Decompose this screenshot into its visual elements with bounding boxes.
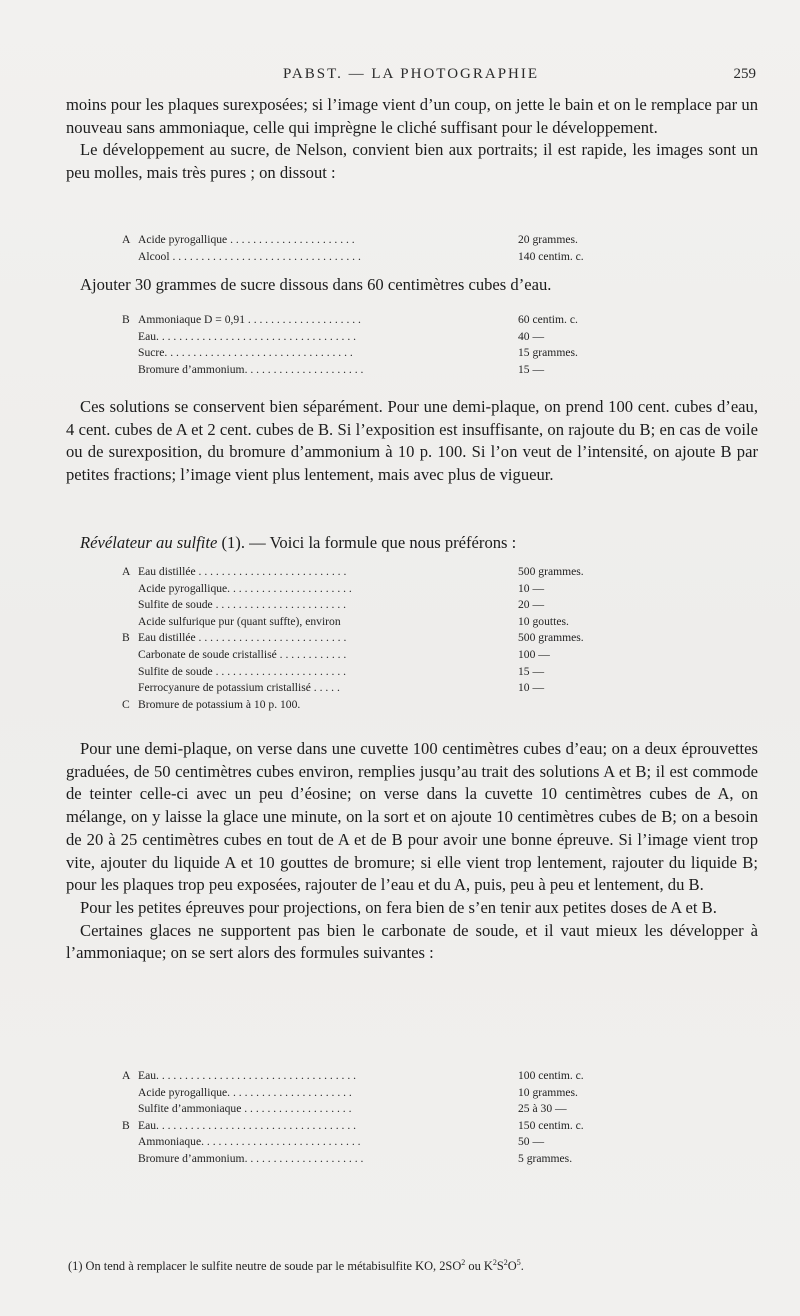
recipe-row [138, 1101, 638, 1118]
recipe-row [138, 1134, 638, 1151]
recipe-ingredient: Acide pyrogallique. . . . . . . . . . . . . . . . . . . . . . [138, 581, 352, 595]
recipe-ingredient: Alcool . . . . . . . . . . . . . . . . . . . . . . . . . . . . . . . . . [138, 249, 361, 263]
recipe-ingredient: Sulfite d’ammoniaque . . . . . . . . . . . . . . . . . . . [138, 1102, 352, 1116]
paragraph-text: Ajouter 30 grammes de sucre dissous dans 60 centimètres cubes d’eau. [80, 275, 552, 294]
recipe-table-2 [122, 312, 638, 378]
page-number: 259 [733, 66, 756, 82]
footnote-text: S [496, 1259, 504, 1274]
recipe-row [138, 1085, 638, 1102]
recipe-row [138, 664, 638, 681]
paragraph-text: Ces solutions se conservent bien séparément. Pour une demi-plaque, on prend 100 cent. cubes d’eau, 4 cent. cubes de A et 2 cent. cubes de B. Si l’exposition est insuffisante, on rajoute du B; en cas de voile ou de surexposition, du bromure d’ammonium à 10 p. 100. Si l’on veut de l’intensité, on ajoute B par petites fractions; l’image vient plus lentement, mais avec plus de vigueur. [66, 397, 758, 485]
recipe-table-3 [122, 564, 638, 713]
recipe-row [138, 362, 638, 379]
recipe-row [138, 249, 638, 266]
paragraph-text: Pour les petites épreuves pour projections, on fera bien de s’en tenir aux petites doses de A et B. [80, 897, 717, 917]
recipe-quantity: 5 grammes. [518, 1151, 573, 1165]
recipe-ingredient: Bromure d’ammonium. . . . . . . . . . . . . . . . . . . . . [138, 362, 364, 376]
paragraph-text: Pour une demi-plaque, on verse dans une cuvette 100 centimètres cubes d’eau; on a deux éprouvettes graduées, de 50 centimètres cubes environ, remplies jusqu’au trait des solutions A et B; il est commode de teinter celle-ci avec un peu d’éosine; on verse dans la cuvette 10 centimètres cubes de A, on mélange, on y laisse la glace une minute, on la sort et on ajoute 10 centimètres cubes de B; on a besoin de 20 à 25 centimètres cubes en tout de A et de B pour avoir une bonne épreuve. Si l’image vient trop vite, ajouter du liquide A et 10 gouttes de bromure; si elle vient trop lentement, rajouter du liquide B; pour les plaques trop peu exposées, rajouter de l’eau et du A, puis, peu à peu et lentement, du B. [66, 739, 758, 895]
recipe-ingredient: Ferrocyanure de potassium cristallisé . . . . . [138, 681, 340, 695]
paragraph-text: Certaines glaces ne supportent pas bien le carbonate de soude, et il vaut mieux les développer à l’ammoniaque; on se sert alors des formules suivantes : [66, 920, 758, 963]
recipe-quantity: 10 grammes. [518, 1085, 578, 1099]
footnote-sup: 5 [516, 1258, 521, 1267]
footnote-sup: 2 [492, 1258, 497, 1267]
recipe-ingredient: Eau. . . . . . . . . . . . . . . . . . . . . . . . . . . . . . . . . . . [138, 1069, 357, 1082]
recipe-table-4 [122, 1068, 638, 1168]
recipe-ingredient: Carbonate de soude cristallisé . . . . . . . . . . . . [138, 647, 347, 661]
recipe-ingredient: Sucre. . . . . . . . . . . . . . . . . . . . . . . . . . . . . . . . . [138, 346, 353, 360]
recipe-row [122, 564, 638, 581]
recipe-quantity: 40 — [518, 329, 545, 343]
paragraph-3 [66, 274, 758, 297]
recipe-quantity: 20 grammes. [518, 233, 578, 246]
recipe-ingredient: Eau distillée . . . . . . . . . . . . . . . . . . . . . . . . . . [138, 631, 347, 645]
recipe-row [138, 329, 638, 346]
recipe-ingredient: Acide sulfurique pur (quant suffte), environ [138, 614, 341, 628]
recipe-row [122, 1118, 638, 1135]
recipe-quantity: 100 — [518, 647, 550, 661]
recipe-quantity: 25 à 30 — [518, 1102, 567, 1116]
recipe-row [138, 647, 638, 664]
recipe-ingredient: Eau. . . . . . . . . . . . . . . . . . . . . . . . . . . . . . . . . . . [138, 1118, 357, 1132]
recipe-letter: A [122, 565, 131, 578]
recipe-quantity: 500 grammes. [518, 565, 584, 578]
recipe-row [138, 1151, 638, 1168]
recipe-row [122, 1068, 638, 1085]
recipe-row [138, 597, 638, 614]
recipe-ingredient: Acide pyrogallique . . . . . . . . . . . . . . . . . . . . . . [138, 233, 355, 246]
recipe-ingredient: Bromure d’ammonium. . . . . . . . . . . . . . . . . . . . . [138, 1151, 364, 1165]
footnote-text: O [507, 1259, 517, 1274]
paragraph-5 [66, 532, 758, 555]
recipe-quantity: 15 grammes. [518, 346, 578, 360]
recipe-letter: B [122, 1118, 130, 1132]
footnote-text: (1) On tend à remplacer le sulfite neutre de soude par le métabisulfite KO, 2SO [68, 1259, 462, 1274]
footnote-text: ou K [465, 1259, 493, 1274]
recipe-quantity: 140 centim. c. [518, 249, 584, 263]
recipe-quantity: 10 — [518, 581, 545, 595]
recipe-row [138, 345, 638, 362]
footnote-sup: 2 [461, 1258, 466, 1267]
paragraph-text: moins pour les plaques surexposées; si l’image vient d’un coup, on jette le bain et on le remplace par un nouveau sans ammoniaque, celle qui imprègne le cliché suffisant pour le développement. [66, 95, 758, 137]
paragraph-6 [66, 738, 758, 965]
recipe-quantity: 10 gouttes. [518, 614, 569, 628]
recipe-ingredient: Sulfite de soude . . . . . . . . . . . . . . . . . . . . . . . [138, 664, 347, 678]
recipe-quantity: 50 — [518, 1135, 545, 1149]
recipe-letter: B [122, 631, 130, 645]
recipe-quantity: 10 — [518, 681, 545, 695]
recipe-table-1 [122, 232, 638, 265]
footnote-text: . [520, 1259, 524, 1274]
recipe-ingredient: Acide pyrogallique. . . . . . . . . . . . . . . . . . . . . . [138, 1085, 352, 1099]
recipe-row [138, 614, 638, 631]
recipe-ingredient: Sulfite de soude . . . . . . . . . . . . . . . . . . . . . . . [138, 598, 347, 612]
recipe-row [138, 680, 638, 697]
paragraph-text: Le développement au sucre, de Nelson, convient bien aux portraits; il est rapide, les images sont un peu molles, mais très pures ; on dissout : [66, 140, 758, 183]
recipe-quantity: 20 — [518, 598, 545, 612]
recipe-row [122, 232, 638, 249]
section-title: Révélateur au sulfite [80, 533, 218, 552]
recipe-ingredient: Eau. . . . . . . . . . . . . . . . . . . . . . . . . . . . . . . . . . . [138, 329, 357, 343]
recipe-quantity: 100 centim. c. [518, 1069, 584, 1082]
recipe-row [122, 312, 638, 329]
recipe-quantity: 500 grammes. [518, 631, 584, 645]
recipe-ingredient: Eau distillée . . . . . . . . . . . . . . . . . . . . . . . . . . [138, 565, 347, 578]
recipe-letter: A [122, 233, 131, 246]
recipe-quantity: 60 centim. c. [518, 313, 578, 326]
section-intro: (1). — Voici la formule que nous préférons : [217, 533, 517, 552]
recipe-row [122, 630, 638, 647]
running-header [66, 66, 756, 90]
recipe-row [138, 581, 638, 598]
recipe-row [122, 697, 638, 714]
recipe-letter: B [122, 313, 130, 326]
recipe-quantity: 15 — [518, 362, 545, 376]
recipe-ingredient: Ammoniaque D = 0,91 . . . . . . . . . . . . . . . . . . . . [138, 313, 361, 326]
recipe-ingredient: Bromure de potassium à 10 p. 100. [138, 697, 301, 711]
recipe-letter: C [122, 697, 130, 711]
recipe-letter: A [122, 1069, 131, 1082]
header-title: PABST. — LA PHOTOGRAPHIE [282, 66, 540, 82]
recipe-ingredient: Ammoniaque. . . . . . . . . . . . . . . . . . . . . . . . . . . . [138, 1135, 361, 1149]
paragraph-4 [66, 396, 758, 487]
recipe-quantity: 15 — [518, 664, 545, 678]
footnote [68, 1258, 758, 1274]
paragraph-1 [66, 94, 758, 185]
footnote-sup: 2 [503, 1258, 508, 1267]
recipe-quantity: 150 centim. c. [518, 1118, 584, 1132]
